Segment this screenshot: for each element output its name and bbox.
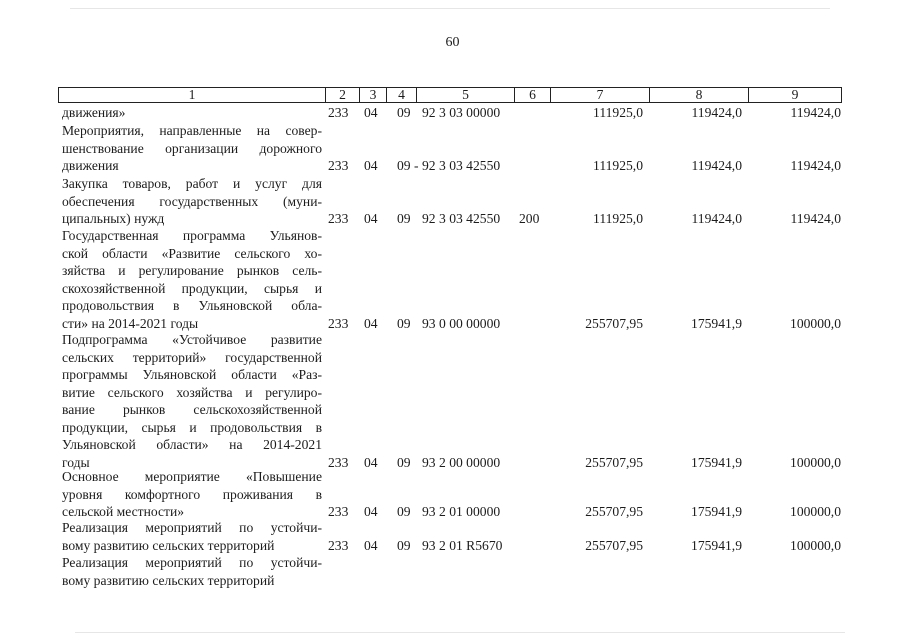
cell-col-7: 255707,95 [585, 537, 643, 553]
description-line: сти» на 2014-2021 годы [62, 315, 199, 331]
cell-col-2: 233 [328, 537, 349, 553]
cell-col-2: 233 [328, 158, 349, 173]
description-line: программы Ульяновской области «Раз- [62, 367, 322, 382]
cell-col-5: 92 3 03 42550 [422, 211, 501, 226]
cell-col-4: 09 - [397, 158, 419, 173]
cell-col-7: 255707,95 [585, 315, 643, 331]
description-line: сельской местности» [62, 504, 185, 519]
header-col-3: 3 [359, 87, 386, 103]
cell-col-3: 04 [364, 504, 378, 519]
header-col-2: 2 [325, 87, 359, 103]
cell-col-5: 93 2 01 R5670 [422, 537, 503, 553]
row-description [62, 468, 322, 521]
cell-col-3: 04 [364, 315, 378, 331]
description-line: Основное мероприятие «Повышение [62, 469, 322, 484]
description-line: шенствование организации дорожного [62, 140, 322, 156]
scan-artifact-bottom [75, 632, 845, 633]
row-description [62, 554, 322, 589]
cell-col-8: 175941,9 [691, 315, 742, 331]
cell-col-8: 119424,0 [691, 105, 742, 120]
cell-col-3: 04 [364, 211, 378, 226]
description-line: Мероприятия, направленные на совер- [62, 123, 322, 138]
cell-col-2: 233 [328, 504, 349, 519]
description-line: ципальных) нужд [62, 211, 165, 226]
cell-col-4: 09 [397, 211, 411, 226]
cell-col-2: 233 [328, 105, 349, 120]
cell-col-9: 100000,0 [790, 315, 841, 331]
cell-col-4: 09 [397, 504, 411, 519]
description-line: Реализация мероприятий по устойчи- [62, 555, 322, 570]
header-col-7: 7 [550, 87, 649, 103]
header-col-4: 4 [386, 87, 416, 103]
description-line: движения [62, 158, 119, 173]
description-line: Подпрограмма «Устойчивое развитие [62, 332, 322, 347]
description-line: вому развитию сельских территорий [62, 572, 275, 588]
cell-col-2: 233 [328, 454, 349, 470]
header-col-1: 1 [58, 87, 325, 103]
header-col-6: 6 [514, 87, 550, 103]
cell-col-7: 255707,95 [585, 504, 643, 519]
cell-col-9: 100000,0 [790, 537, 841, 553]
cell-col-9: 100000,0 [790, 454, 841, 470]
cell-col-8: 119424,0 [691, 158, 742, 173]
description-line: Ульяновской области» на 2014-2021 [62, 437, 322, 452]
cell-col-2: 233 [328, 315, 349, 331]
cell-col-5: 92 3 03 00000 [422, 105, 501, 120]
description-line: продовольствия в Ульяновской обла- [62, 298, 322, 313]
description-line: продукции, сырья и продовольствия в [62, 419, 322, 435]
cell-col-3: 04 [364, 158, 378, 173]
cell-col-9: 119424,0 [790, 158, 841, 173]
header-col-9: 9 [748, 87, 842, 103]
cell-col-3: 04 [364, 454, 378, 470]
cell-col-4: 09 [397, 537, 411, 553]
row-description [62, 331, 322, 471]
cell-col-4: 09 [397, 105, 411, 120]
header-col-5: 5 [416, 87, 514, 103]
cell-col-4: 09 [397, 315, 411, 331]
description-line: вому развитию сельских территорий [62, 537, 275, 553]
description-line: Реализация мероприятий по устойчи- [62, 520, 322, 535]
description-line: годы [62, 454, 90, 470]
row-description [62, 104, 322, 122]
cell-col-8: 175941,9 [691, 504, 742, 519]
cell-col-5: 93 2 01 00000 [422, 504, 501, 519]
description-line: вание рынков сельскохозяйственной [62, 402, 322, 417]
row-description [62, 519, 322, 554]
cell-col-3: 04 [364, 105, 378, 120]
cell-col-5: 93 0 00 00000 [422, 315, 501, 331]
description-line: движения» [62, 105, 126, 120]
cell-col-8: 119424,0 [691, 211, 742, 226]
page-number: 60 [445, 35, 460, 50]
cell-col-2: 233 [328, 211, 349, 226]
description-line: витие сельского хозяйства и регулиро- [62, 384, 322, 400]
cell-col-7: 111925,0 [593, 211, 643, 226]
cell-col-9: 100000,0 [790, 504, 841, 519]
cell-col-3: 04 [364, 537, 378, 553]
description-line: ской области «Развитие сельского хо- [62, 245, 322, 261]
row-description [62, 175, 322, 228]
description-line: Закупка товаров, работ и услуг для [62, 176, 322, 191]
description-line: зяйства и регулирование рынков сель- [62, 263, 322, 278]
scan-artifact-top [70, 8, 830, 9]
cell-col-8: 175941,9 [691, 454, 742, 470]
description-line: обеспечения государственных (муни- [62, 193, 322, 209]
header-col-8: 8 [649, 87, 748, 103]
row-description [62, 122, 322, 175]
description-line: скохозяйственной продукции, сырья и [62, 280, 322, 296]
description-line: Государственная программа Ульянов- [62, 228, 322, 243]
cell-col-7: 111925,0 [593, 158, 643, 173]
cell-col-5: 92 3 03 42550 [422, 158, 501, 173]
cell-col-9: 119424,0 [790, 211, 841, 226]
cell-col-7: 111925,0 [593, 105, 643, 120]
cell-col-6: 200 [519, 211, 540, 226]
cell-col-4: 09 [397, 454, 411, 470]
cell-col-9: 119424,0 [790, 105, 841, 120]
row-description [62, 227, 322, 332]
description-line: уровня комфортного проживания в [62, 486, 322, 502]
cell-col-5: 93 2 00 00000 [422, 454, 501, 470]
cell-col-8: 175941,9 [691, 537, 742, 553]
description-line: сельских территорий» государственной [62, 349, 322, 365]
cell-col-7: 255707,95 [585, 454, 643, 470]
